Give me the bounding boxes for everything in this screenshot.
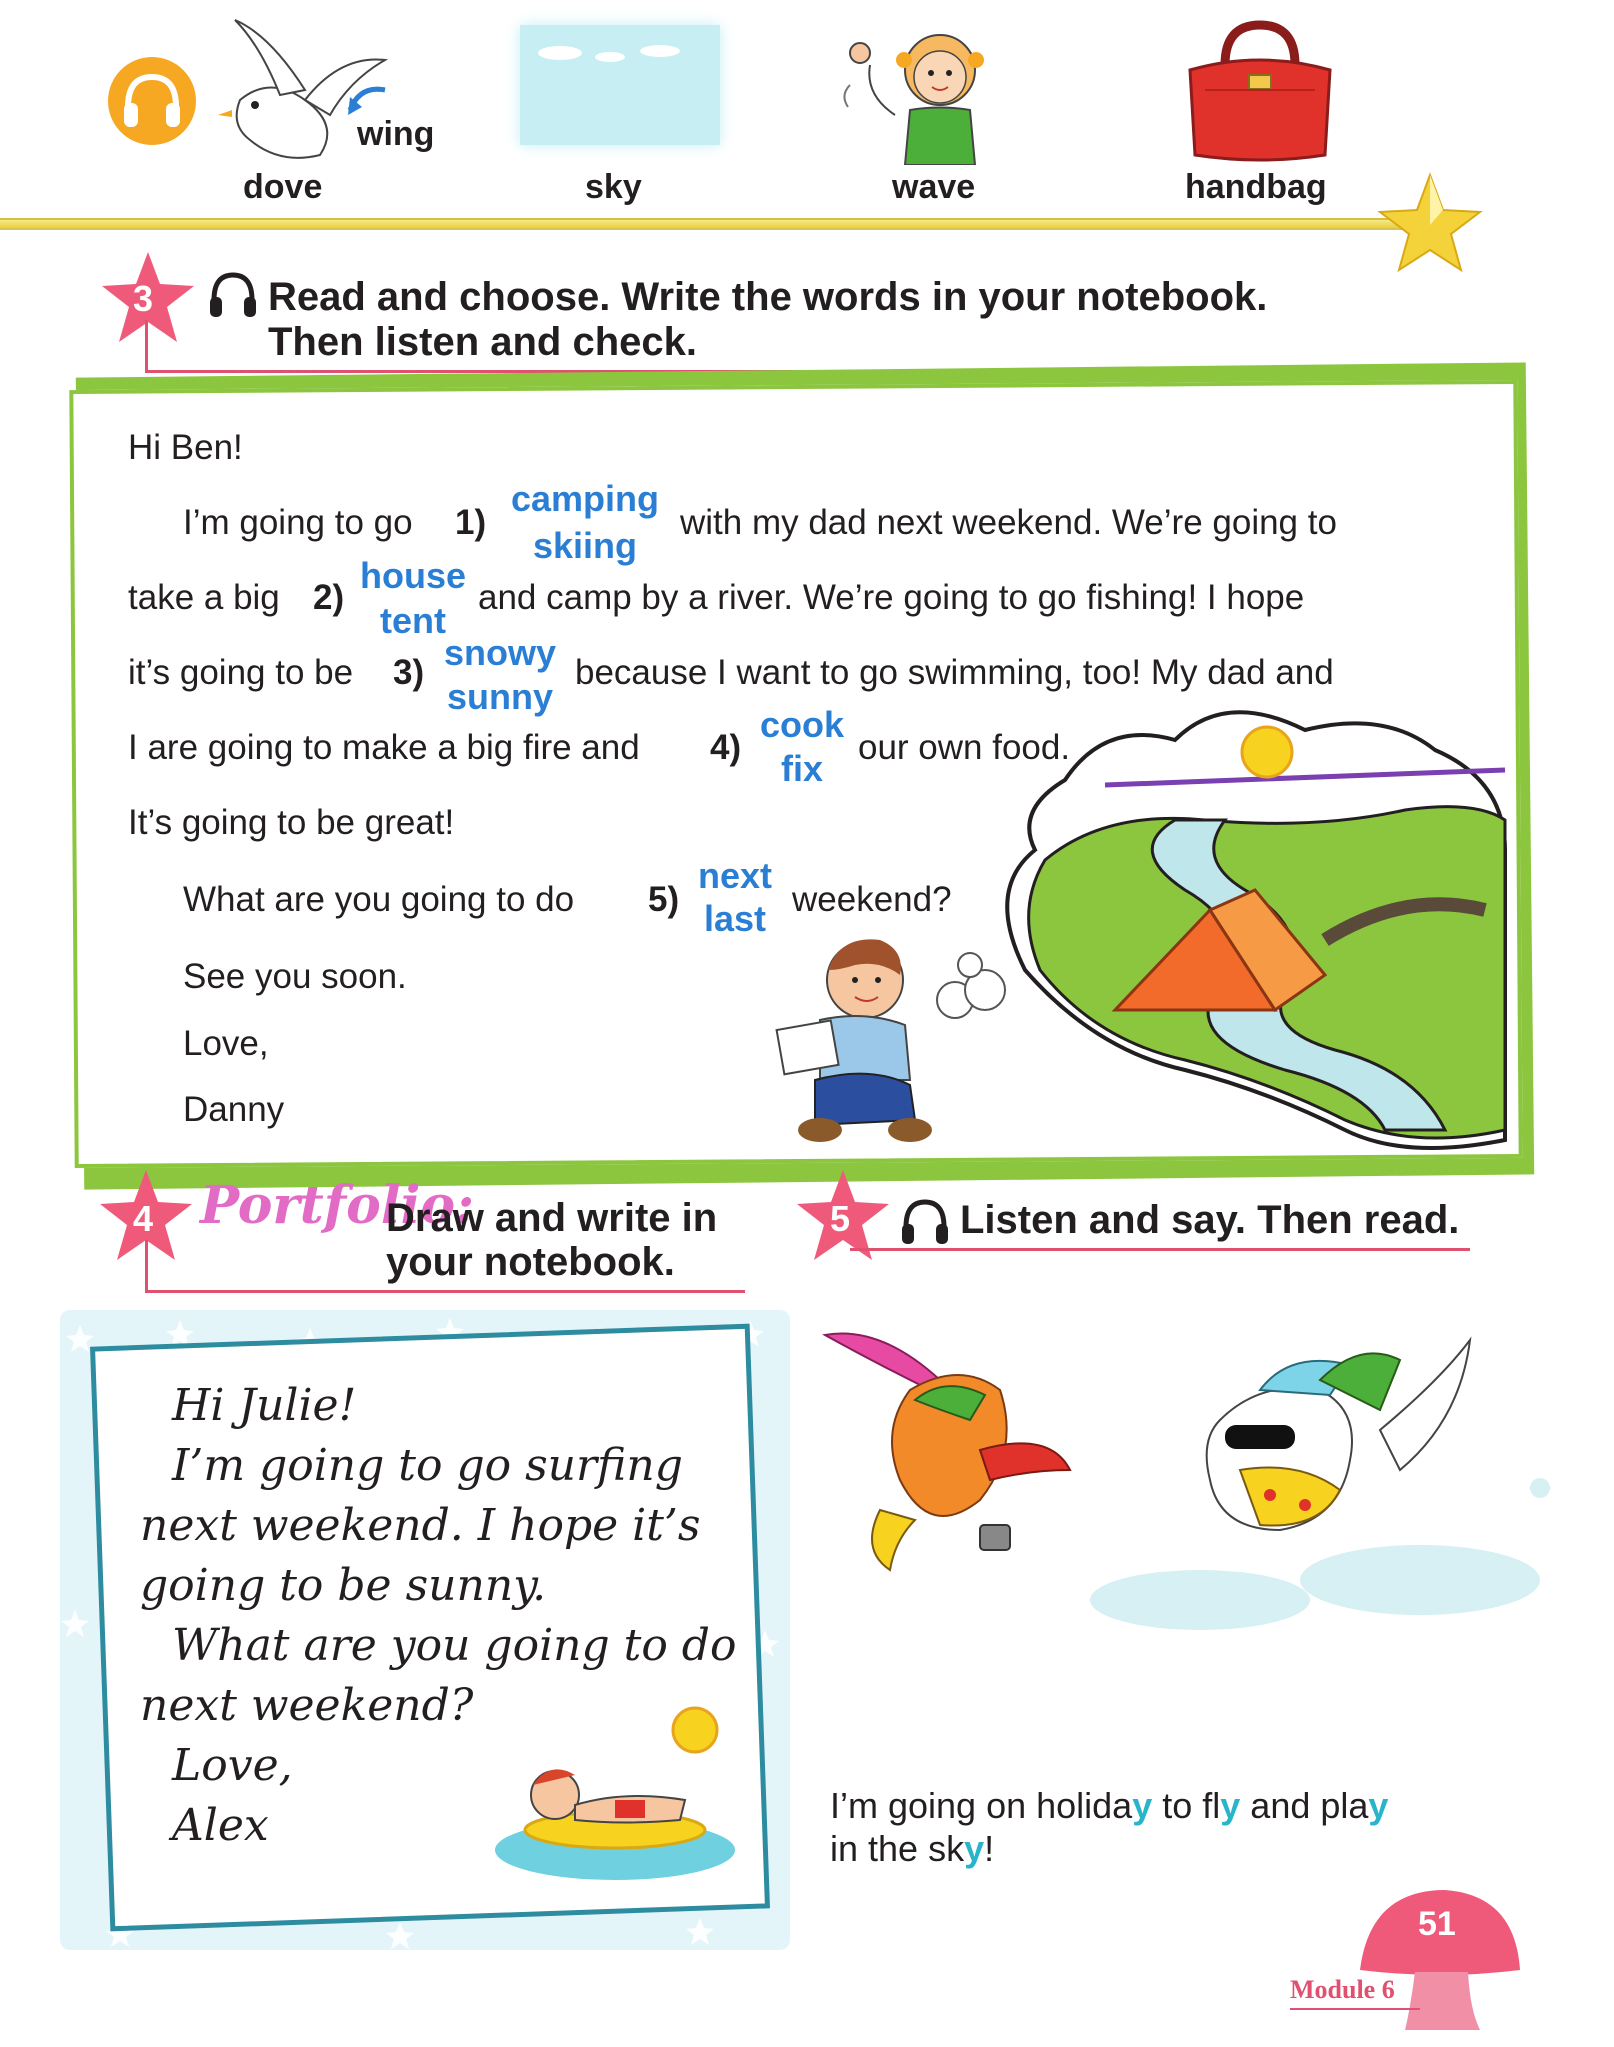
exercise-4-title-line1: Draw and write in: [386, 1196, 718, 1240]
flying-birds-illustration: [820, 1320, 1550, 1700]
vocab-word-dove: dove: [243, 168, 323, 206]
letter-line1-end: with my dad next weekend. We’re going to: [680, 503, 1337, 542]
gap-4-option-fix[interactable]: fix: [780, 748, 823, 789]
vocab-word-wave: wave: [892, 168, 976, 206]
girl-waving-illustration: [840, 15, 1010, 165]
postcard-line2: I’m going to go surfing: [172, 1440, 683, 1491]
headphone-icon-ex5[interactable]: [900, 1197, 950, 1247]
letter-line6-start: What are you going to do: [183, 880, 575, 919]
letter-signature: Danny: [183, 1090, 285, 1129]
mushroom-page-badge: [1350, 1880, 1530, 2040]
exercise-3-rule-vertical: [145, 320, 148, 372]
gap-5-option-next[interactable]: next: [697, 855, 773, 896]
postcard-line7: Love,: [172, 1740, 293, 1791]
exercise-4-rule-vertical: [145, 1240, 148, 1292]
module-label: Module 6: [1290, 1975, 1395, 2004]
boy-reading-letter-illustration: [760, 925, 1020, 1145]
letter-line1-start: I’m going to go: [183, 503, 413, 542]
postcard-line6: next weekend?: [140, 1680, 474, 1731]
letter-line2-end: and camp by a river. We’re going to go fishing! I hope: [478, 578, 1305, 617]
exercise-3-title-line1: Read and choose. Write the words in your notebook.: [268, 275, 1268, 319]
postcard-line5: What are you going to do: [172, 1620, 737, 1671]
gap-5-number: 5): [648, 880, 680, 919]
letter-line2-start: take a big: [128, 578, 280, 617]
rhyme-line1: I’m going on holiday to fly and play: [830, 1785, 1389, 1826]
rhyme-line2: in the sky!: [830, 1828, 995, 1869]
headphone-icon[interactable]: [208, 270, 258, 320]
exercise-5-title: Listen and say. Then read.: [960, 1198, 1460, 1242]
gap-3-option-snowy[interactable]: snowy: [443, 632, 557, 673]
camping-scene-illustration: [985, 690, 1510, 1160]
gap-4-number: 4): [710, 728, 742, 767]
postcard-signature: Alex: [172, 1800, 269, 1851]
sky-illustration: [520, 25, 720, 145]
letter-line5: It’s going to be great!: [128, 803, 455, 842]
letter-line7: See you soon.: [183, 957, 407, 996]
page-number: 51: [1418, 1905, 1456, 1943]
gap-2-option-tent[interactable]: tent: [380, 600, 446, 641]
gap-1-option-camping[interactable]: camping: [510, 478, 660, 519]
handbag-illustration: [1175, 15, 1345, 165]
postcard-line1: Hi Julie!: [172, 1380, 357, 1431]
gap-5-option-last[interactable]: last: [703, 898, 767, 939]
gap-2-number: 2): [313, 578, 345, 617]
letter-line3-end: because I want to go swimming, too! My dad and: [575, 653, 1334, 692]
module-footer-line: [1290, 2008, 1420, 2010]
gap-1-number: 1): [455, 503, 487, 542]
letter-line8: Love,: [183, 1024, 269, 1063]
gap-4-option-cook[interactable]: cook: [759, 704, 845, 745]
letter-line4-start: I are going to make a big fire and: [128, 728, 640, 767]
portfolio-label: Portfolio:: [200, 1175, 475, 1236]
exercise-5-number: 5: [830, 1198, 851, 1239]
postcard-line3: next weekend. I hope it’s: [140, 1500, 701, 1551]
letter-greeting: Hi Ben!: [128, 428, 243, 467]
exercise-3-title-line2: Then listen and check.: [268, 320, 698, 364]
exercise-4-title-line2: your notebook.: [386, 1240, 675, 1284]
postcard-line4: going to be sunny.: [140, 1560, 547, 1611]
exercise-4-number: 4: [133, 1198, 154, 1239]
exercise-3-number: 3: [133, 278, 154, 319]
gap-3-option-sunny[interactable]: sunny: [446, 676, 553, 717]
gap-1-option-skiing[interactable]: skiing: [532, 525, 638, 566]
letter-line4-end: our own food.: [858, 728, 1071, 767]
wing-label: wing: [357, 115, 435, 153]
exercise-4-rule: [145, 1290, 745, 1293]
gap-2-option-house[interactable]: house: [359, 555, 466, 596]
gold-star-icon: [1375, 170, 1485, 280]
audio-headphone-icon[interactable]: [108, 57, 196, 145]
vocab-word-handbag: handbag: [1185, 168, 1327, 206]
vocab-word-sky: sky: [585, 168, 642, 206]
exercise-5-rule: [850, 1248, 1470, 1251]
boy-surfing-illustration: [495, 1690, 740, 1880]
vocab-divider-strip: [0, 218, 1430, 230]
gap-3-number: 3): [393, 653, 425, 692]
letter-line6-end: weekend?: [792, 880, 952, 919]
letter-line3-start: it’s going to be: [128, 653, 354, 692]
